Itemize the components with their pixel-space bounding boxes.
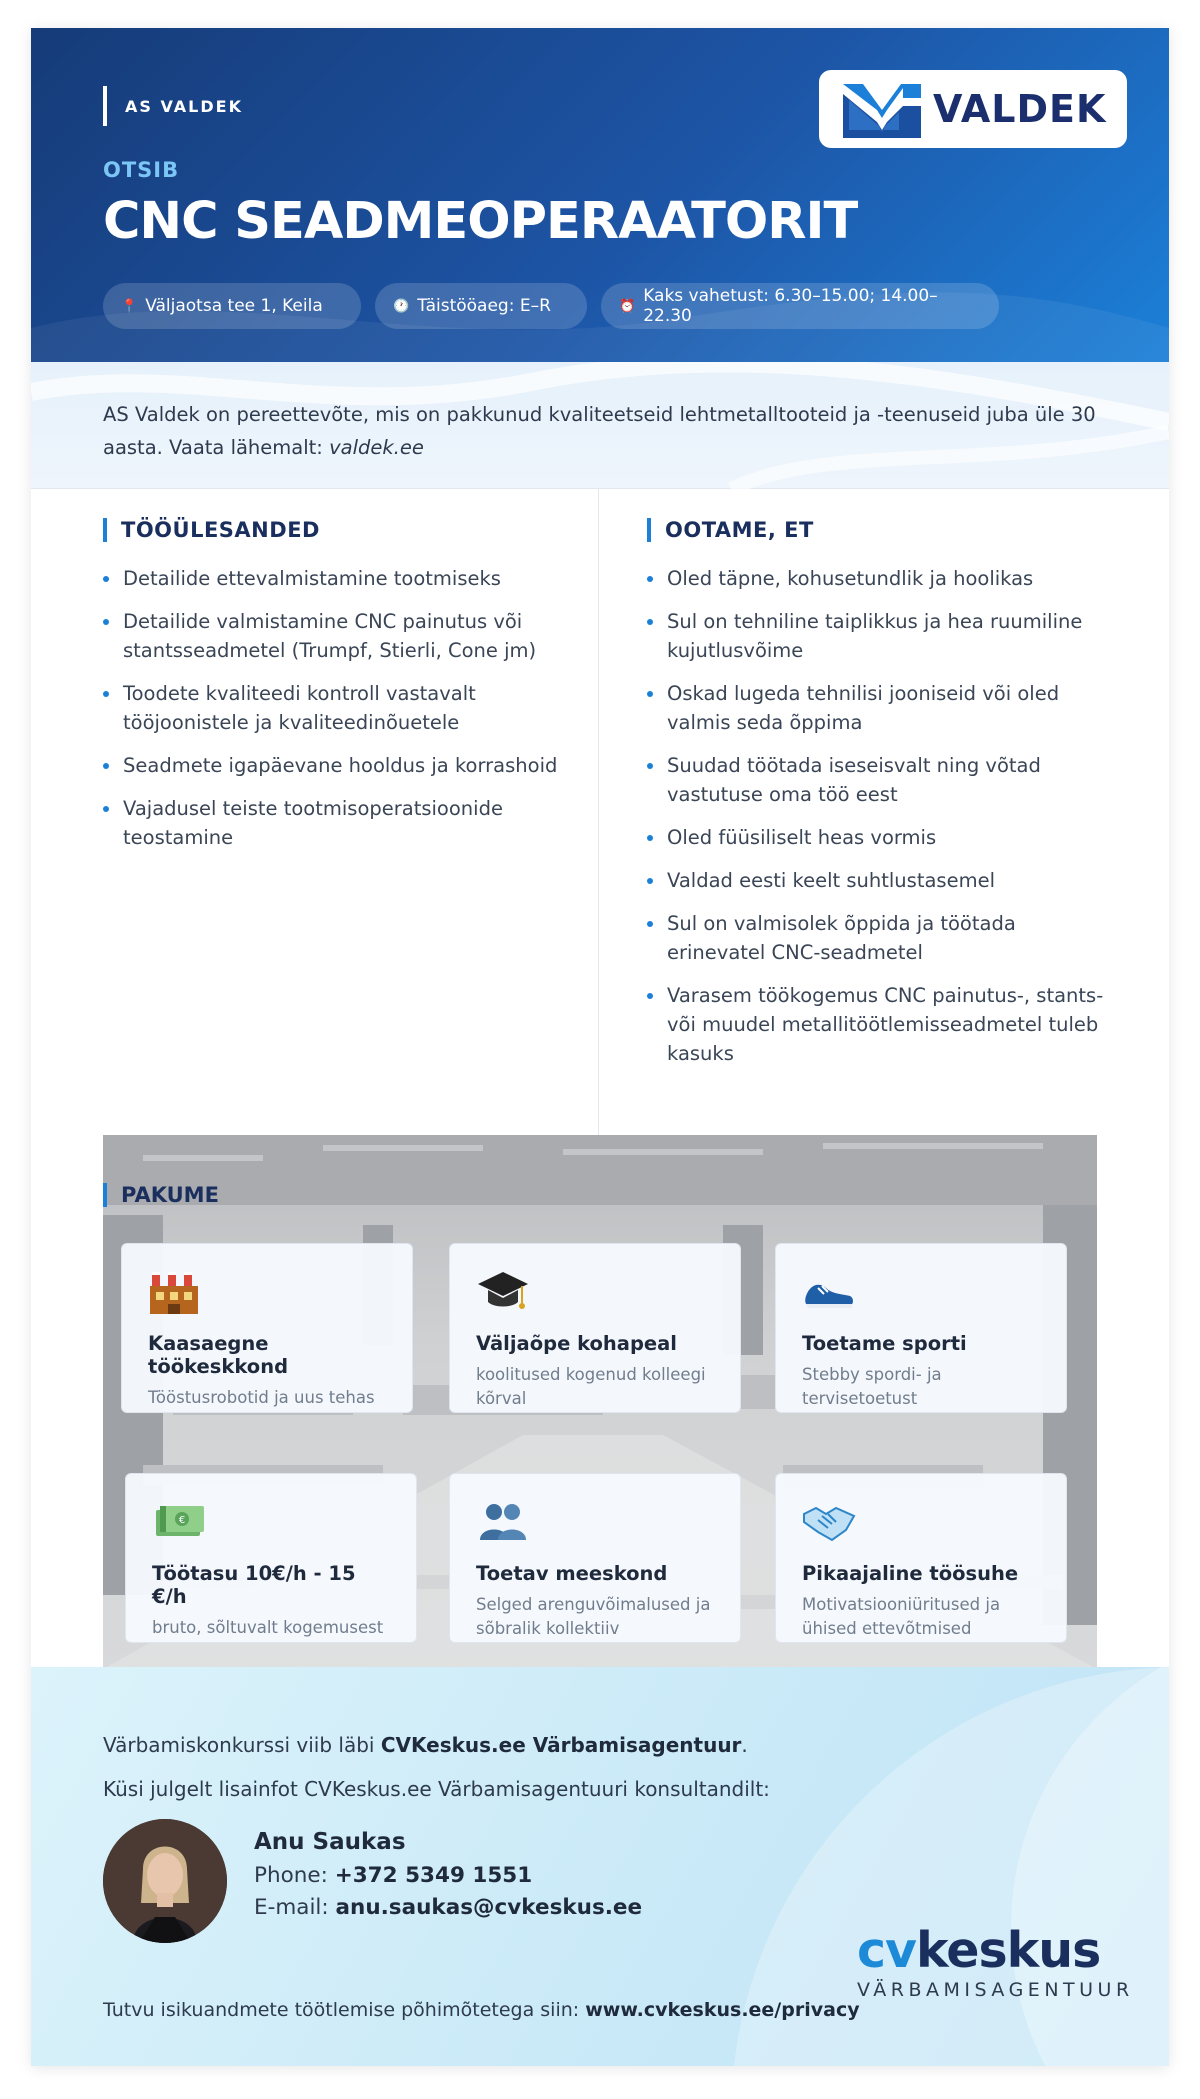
alarm-clock-icon: ⏰ (619, 298, 636, 314)
info-chips (103, 283, 1013, 329)
privacy-line (103, 1999, 860, 2021)
chip-schedule (375, 283, 587, 329)
agency-line-pre: Värbamiskonkurssi viib läbi (103, 1733, 381, 1757)
cvkeskus-logo-cv: cv (857, 1922, 916, 1979)
benefit-card (775, 1473, 1067, 1643)
benefit-title: Toetav meeskond (476, 1562, 668, 1585)
sneaker-icon (802, 1266, 856, 1316)
benefit-description: Stebby spordi- ja tervisetoetust (802, 1365, 942, 1408)
benefits-section (103, 1135, 1097, 1669)
header (31, 28, 1169, 362)
job-title: CNC SEADMEOPERAATORIT (103, 192, 858, 251)
consultant-photo (103, 1819, 227, 1943)
phone-number[interactable]: +372 5349 1551 (334, 1863, 533, 1888)
phone-label: Phone: (254, 1863, 335, 1888)
benefit-card (121, 1243, 413, 1413)
chip-shifts (601, 283, 999, 329)
expectations-heading: OOTAME, ET (647, 518, 1117, 542)
cvkeskus-logo-wordmark (857, 1923, 1134, 1979)
benefits-heading: PAKUME (103, 1183, 219, 1207)
list-item: Sul on tehniline taiplikkus ja hea ruumiline kujutlusvõime (647, 607, 1117, 665)
list-item: Oled täpne, kohusetundlik ja hoolikas (647, 564, 1117, 593)
avatar (103, 1819, 227, 1943)
expectations-section (647, 518, 1117, 1082)
pin-icon: 📍 (121, 298, 138, 314)
column-divider (598, 489, 599, 1135)
svg-text:€: € (178, 1515, 186, 1526)
chip-shifts-label: Kaks vahetust: 6.30–15.00; 14.00–22.30 (643, 286, 938, 326)
intro-body: AS Valdek on pereettevõte, mis on pakkunud kvaliteetseid lehtmetalltooteid ja -teenuseid juba üle 30 aasta. Vaata lähemalt: (103, 403, 1096, 459)
list-item: Detailide valmistamine CNC painutus või stantsseadmetel (Trumpf, Stierli, Cone jm) (103, 607, 573, 665)
graduation-cap-icon (476, 1266, 530, 1316)
benefit-description: Selged arenguvõimalused ja sõbralik kollektiiv (476, 1595, 711, 1638)
money-icon (152, 1496, 206, 1546)
consultant-phone (254, 1863, 532, 1888)
email-label: E-mail: (254, 1895, 336, 1920)
list-item: Sul on valmisolek õppida ja töötada erinevatel CNC-seadmetel (647, 909, 1117, 967)
chip-schedule-label: Täistööaeg: E–R (417, 296, 551, 316)
benefit-description: koolitused kogenud kolleegi kõrval (476, 1365, 706, 1408)
benefit-description: bruto, sõltuvalt kogemusest (152, 1618, 384, 1637)
chip-location-label: Väljaotsa tee 1, Keila (145, 296, 323, 316)
valdek-logo-text: VALDEK (933, 87, 1107, 131)
contact-intro: Küsi julgelt lisainfot CVKeskus.ee Värbamisagentuuri konsultandilt: (103, 1777, 770, 1801)
duties-section (103, 518, 573, 866)
duties-list (103, 564, 573, 852)
company-name: AS VALDEK (103, 86, 243, 126)
privacy-text: Tutvu isikuandmete töötlemise põhimõtetega siin: (103, 1999, 586, 2021)
clock-icon: 🕐 (393, 298, 410, 314)
consultant-email (254, 1895, 642, 1920)
factory-icon (148, 1266, 202, 1316)
valdek-logo-mark-icon (843, 80, 921, 138)
footer (31, 1667, 1169, 2066)
benefit-card (125, 1473, 417, 1643)
consultant-name: Anu Saukas (254, 1829, 406, 1855)
expectations-list (647, 564, 1117, 1068)
email-address[interactable]: anu.saukas@cvkeskus.ee (335, 1895, 643, 1920)
list-item: Oled füüsiliselt heas vormis (647, 823, 1117, 852)
benefit-card (449, 1473, 741, 1643)
benefit-title: Töötasu 10€/h - 15 €/h (152, 1562, 356, 1608)
list-item: Seadmete igapäevane hooldus ja korrashoid (103, 751, 573, 780)
team-icon (476, 1496, 530, 1546)
eyebrow-label: OTSIB (103, 158, 180, 182)
agency-name: CVKeskus.ee Värbamisagentuur (380, 1733, 742, 1757)
list-item: Suudad töötada iseseisvalt ning võtad vastutuse oma töö eest (647, 751, 1117, 809)
intro-section (31, 362, 1169, 489)
benefit-title: Kaasaegne töökeskkond (148, 1332, 289, 1378)
company-website-link[interactable]: valdek.ee (329, 436, 424, 459)
agency-line (103, 1733, 748, 1757)
cvkeskus-logo (857, 1923, 1134, 2001)
job-ad-card (31, 28, 1169, 2066)
benefit-description: Tööstusrobotid ja uus tehas (148, 1388, 375, 1407)
valdek-logo (819, 70, 1127, 148)
list-item: Varasem töökogemus CNC painutus-, stants- või muudel metallitöötlemisseadmetel tuleb kasuks (647, 981, 1117, 1068)
list-item: Vajadusel teiste tootmisoperatsioonide teostamine (103, 794, 573, 852)
list-item: Valdad eesti keelt suhtlustasemel (647, 866, 1117, 895)
benefit-title: Toetame sporti (802, 1332, 967, 1355)
privacy-link[interactable]: www.cvkeskus.ee/privacy (585, 1999, 860, 2021)
chip-location (103, 283, 361, 329)
cvkeskus-logo-keskus: keskus (916, 1922, 1101, 1979)
benefit-card (449, 1243, 741, 1413)
cvkeskus-logo-subtitle: VÄRBAMISAGENTUUR (857, 1979, 1134, 2001)
list-item: Toodete kvaliteedi kontroll vastavalt tööjoonistele ja kvaliteedinõuetele (103, 679, 573, 737)
benefit-title: Väljaõpe kohapeal (476, 1332, 677, 1355)
agency-line-post: . (741, 1733, 748, 1757)
benefit-card (775, 1243, 1067, 1413)
benefit-title: Pikaajaline töösuhe (802, 1562, 1019, 1585)
benefit-description: Motivatsiooniüritused ja ühised ettevõtmised (802, 1595, 1001, 1638)
intro-text (103, 398, 1103, 464)
handshake-icon (802, 1496, 856, 1546)
list-item: Oskad lugeda tehnilisi jooniseid või oled valmis seda õppima (647, 679, 1117, 737)
duties-heading: TÖÖÜLESANDED (103, 518, 573, 542)
list-item: Detailide ettevalmistamine tootmiseks (103, 564, 573, 593)
